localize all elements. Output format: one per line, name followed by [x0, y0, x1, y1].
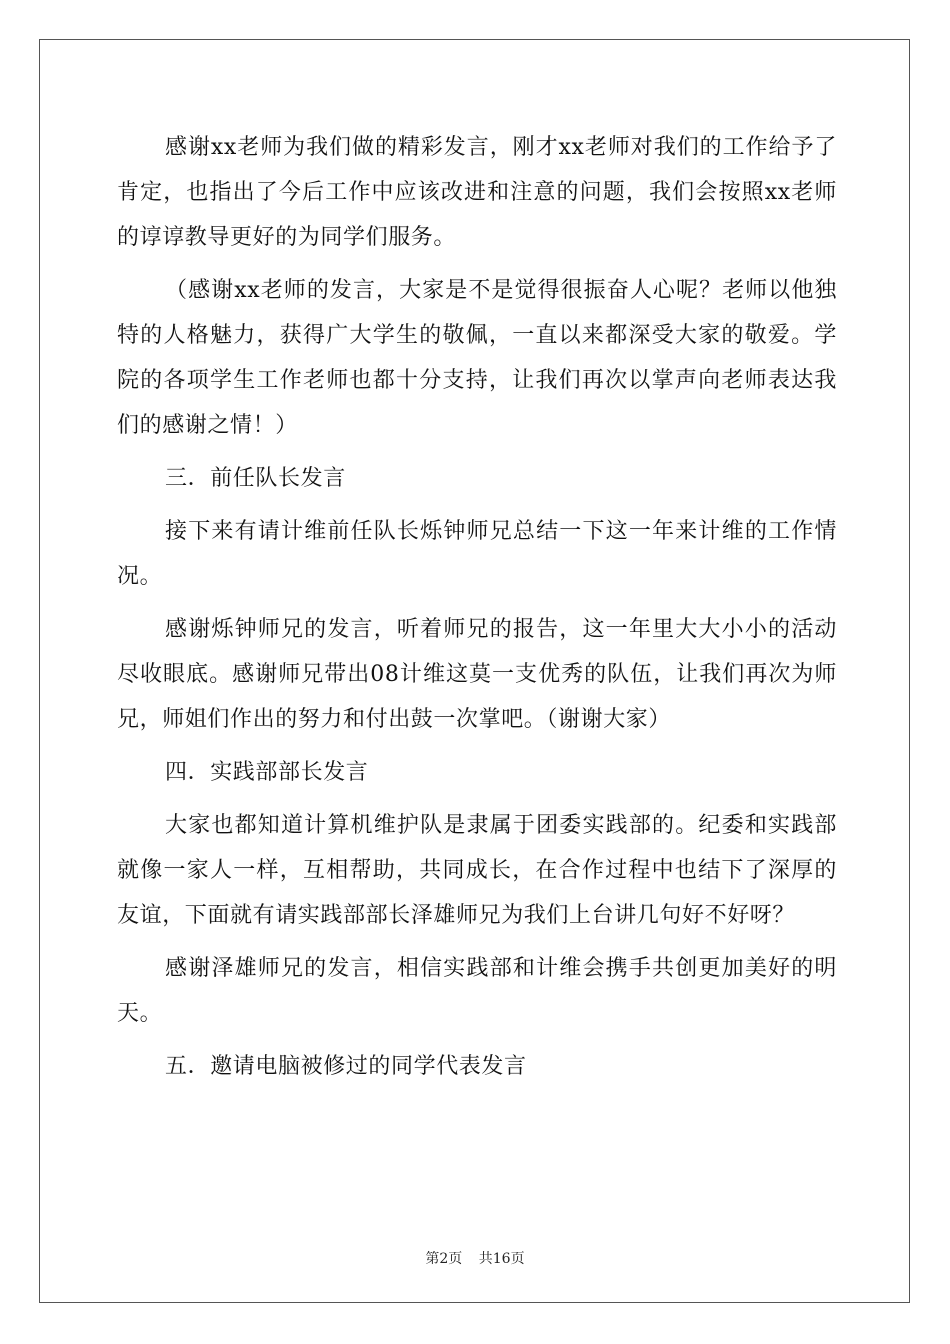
section-heading-3: 三．前任队长发言 — [165, 466, 346, 491]
paragraph-thanks-teacher: 感谢xx老师为我们做的精彩发言，刚才xx老师对我们的工作给予了肯定，也指出了今后工作中应该改进和注意的问题，我们会按照xx老师的谆谆教导更好的为同学们服务。 — [117, 135, 837, 250]
paragraph-thanks-minister: 感谢泽雄师兄的发言，相信实践部和计维会携手共创更加美好的明天。 — [117, 956, 837, 1026]
section-heading-4: 四．实践部部长发言 — [165, 760, 369, 785]
page-footer — [0, 1248, 950, 1268]
paragraph-invite-captain: 接下来有请计维前任队长烁钟师兄总结一下这一年来计维的工作情况。 — [117, 519, 837, 589]
document-body — [117, 125, 837, 1097]
paragraph-teacher-applause: （感谢xx老师的发言，大家是不是觉得很振奋人心呢？老师以他独特的人格魅力，获得广大学生的敬佩，一直以来都深受大家的敬爱。学院的各项学生工作老师也都十分支持，让我们再次以掌声向老师表达我们的感谢之情！） — [117, 278, 837, 438]
section-heading-5: 五．邀请电脑被修过的同学代表发言 — [165, 1054, 527, 1079]
page-total: 共16页 — [478, 1251, 525, 1267]
page-number: 第2页 — [425, 1251, 463, 1267]
paragraph-practice-dept: 大家也都知道计算机维护队是隶属于团委实践部的。纪委和实践部就像一家人一样，互相帮助，共同成长，在合作过程中也结下了深厚的友谊，下面就有请实践部部长泽雄师兄为我们上台讲几句好不好呀？ — [117, 813, 837, 928]
paragraph-thanks-captain: 感谢烁钟师兄的发言，听着师兄的报告，这一年里大大小小的活动尽收眼底。感谢师兄带出08计维这莫一支优秀的队伍，让我们再次为师兄，师姐们作出的努力和付出鼓一次掌吧。（谢谢大家） — [117, 617, 837, 732]
